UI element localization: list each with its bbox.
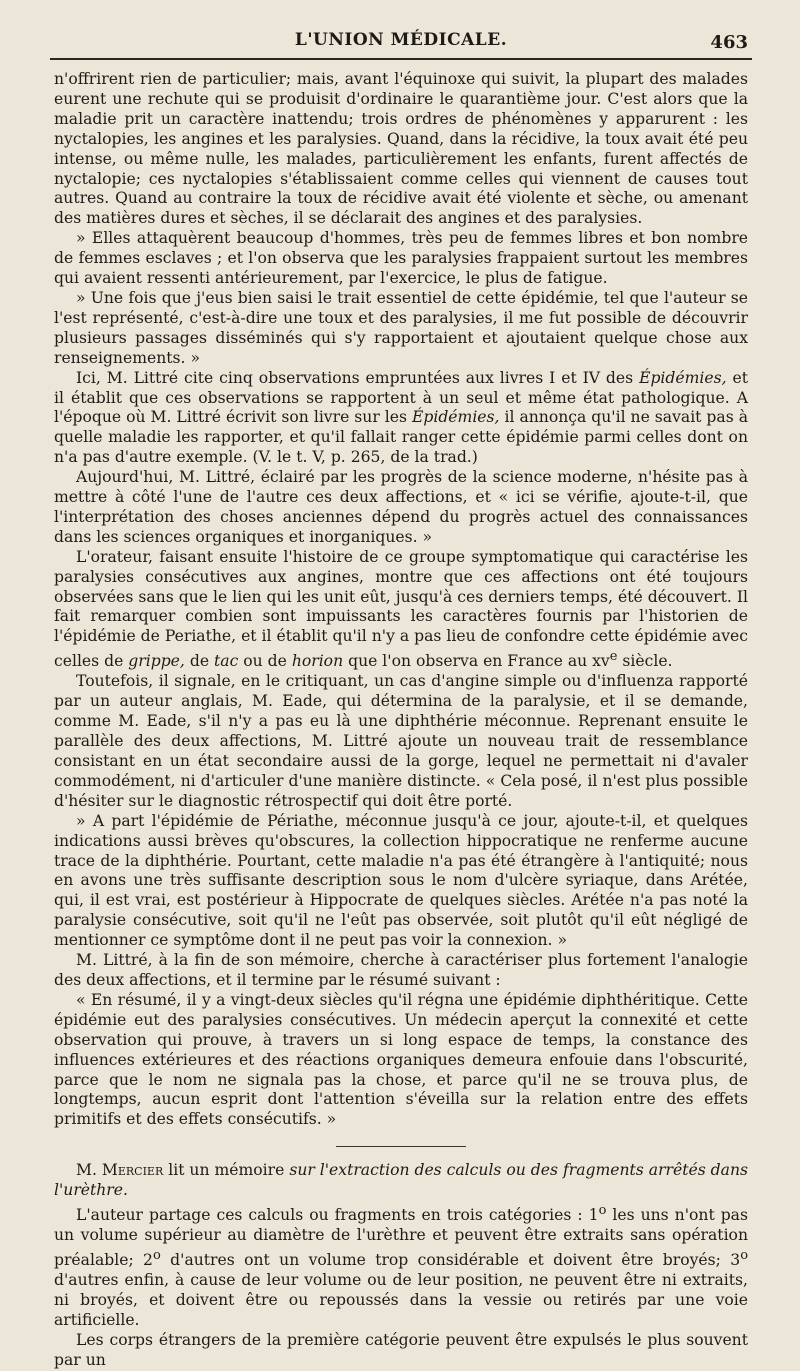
superscript: o [740, 1248, 749, 1264]
text-run: M. [76, 1161, 102, 1180]
text-run: L'orateur, faisant ensuite l'histoire de ce groupe symptomatique qui caractérise les paralysies consécutives aux angines, montre que ces affections ont été toujours observées sans que le lien qui les unit eût, jusqu'à ces derniers temps, été découvert. Il fait remarquer combien sont impuissants les caractères fournis par l'historien de l'épidémie de Periathe, et il établit qu'il n'y a pas lieu de confondre cette épidémie avec celles de [54, 547, 748, 671]
paragraph: Toutefois, il signale, en le critiquant, un cas d'angine simple ou d'influenza rapporté par un auteur anglais, M. Eade, qui détermina de la paralysie, et il se demande, comme M. Eade, s'il n'y a pas eu là une diphthérie méconnue. Reprenant ensuite le parallèle des deux affections, M. Littré ajoute un nouveau trait de ressemblance consistant en un état secondaire aussi de la gorge, lequel ne permettait ni d'avaler commodément, ni d'articuler d'une manière distincte. « Cela posé, il n'est plus possible d'hésiter sur le diagnostic rétrospectif qui doit être porté. [54, 672, 748, 810]
running-head [54, 28, 748, 60]
paragraph [54, 369, 748, 469]
book-title: Épidémies, [411, 408, 500, 427]
italic-term: grippe, [128, 652, 185, 671]
author-name: Mercier [101, 1161, 164, 1180]
paragraph [54, 1161, 748, 1201]
text-run: ou de [238, 652, 292, 671]
text-run: il annonça qu'il ne savait pas à quelle maladie les rapporter, et qu'il fallait ranger cette épidémie parmi celles dont on n'a pas d'autre exemple. (V. le t. V, p. 265, de la trad.) [54, 408, 748, 467]
superscript: e [609, 649, 618, 665]
paragraph: » A part l'épidémie de Périathe, méconnue jusqu'à ce jour, ajoute-t-il, et quelques indications aussi brèves qu'obscures, la collection hippocratique ne renferme aucune trace de la diphthérie. Pourtant, cette maladie n'a pas été étrangère à l'antiquité; nous en avons une très suffisante description sous le nom d'ulcère syriaque, dans Arétée, qui, il est vrai, est postérieur à Hippocrate de quelques siècles. Arétée n'a pas noté la paralysie consécutive, soit qu'il ne l'eût pas observée, soit plutôt qu'il eût négligé de mentionner ce symptôme dont il ne peut pas voir la connexion. » [54, 811, 748, 950]
text-run: lit un mémoire [163, 1161, 290, 1180]
paragraph: » Elles attaquèrent beaucoup d'hommes, très peu de femmes libres et bon nombre de femmes esclaves ; et l'on observa que les paralysies frappaient surtout les membres qui avaient ressenti antérieurement, par l'exercice, le plus de fatigue. [54, 229, 748, 288]
header-rule [50, 58, 752, 60]
text-run: de [184, 652, 214, 671]
paragraph: M. Littré, à la fin de son mémoire, cherche à caractériser plus fortement l'analogie des deux affections, et il termine par le résumé suivant : [54, 951, 748, 989]
paragraph: » Une fois que j'eus bien saisi le trait essentiel de cette épidémie, tel que l'auteur se l'est représenté, c'est-à-dire une toux et des paralysies, il me fut possible de découvrir plusieurs passages disséminés qui s'y rapportaient et ajoutaient quelque chose aux renseignements. » [54, 288, 748, 367]
journal-title: L'UNION MÉDICALE. [294, 30, 508, 50]
superscript: o [598, 1203, 607, 1219]
body-text [54, 70, 748, 1371]
superscript: o [152, 1248, 161, 1264]
paragraph: Les corps étrangers de la première catégorie peuvent être expulsés le plus souvent par un [54, 1330, 748, 1369]
text-run: Ici, M. Littré cite cinq observations empruntées aux livres I et IV des [76, 368, 640, 387]
italic-term: tac [214, 652, 239, 671]
paragraph: n'offrirent rien de particulier; mais, avant l'équinoxe qui suivit, la plupart des malades eurent une rechute qui se produisit d'ordinaire le quarantième jour. C'est alors que la maladie prit un caractère inattendu; trois ordres de phénomènes y apparurent : les nyctalopies, les angines et les paralysies. Quand, dans la récidive, la toux avait été peu intense, ou même nulle, les malades, particulièrement les enfants, furent affectés de nyctalopie; ces nyctalopies s'établissaient comme celles qui viennent de causes tout autres. Quand au contraire la toux de récidive avait été violente et sèche, ou amenant des matières dures et sèches, il se déclarait des angines et des paralysies. [54, 70, 748, 228]
memoir-title: sur l'extraction des calculs ou des fragments arrêtés dans l'urèthre. [54, 1161, 748, 1200]
paragraph [54, 548, 748, 673]
book-title: Épidémies, [639, 368, 727, 387]
text-run: d'autres enfin, à cause de leur volume ou de leur position, ne peuvent être ni extraits, ni broyés, et doivent être ou repoussés dans la vessie ou retirés par une voie artificielle. [54, 1271, 748, 1329]
paragraph: « En résumé, il y a vingt-deux siècles qu'il régna une épidémie diphthéritique. Cette épidémie eut des paralysies consécutives. Un médecin aperçut la connexité et cette observation qui prouve, à travers un si long espace de temps, la constance des influences extérieures et des réactions organiques demeura enfouie dans l'obscurité, parce que le nom ne signala pas la chose, et parce qu'il ne se trouva plus, de longtemps, aucun esprit dont l'attention s'éveilla sur la relation entre des effets primitifs et des effets consécutifs. » [54, 990, 748, 1129]
text-run: les uns n'ont pas un volume supérieur au diamètre de l'urèthre et peuvent être extraits sans opération préalable; 2 [54, 1206, 748, 1270]
text-run: d'autres ont un volume trop considérable et doivent être broyés; 3 [160, 1251, 741, 1270]
text-run: et il établit que ces observations se rapportent à un seul et même état pathologique. A l'époque où M. Littré écrivit son livre sur les [54, 368, 748, 427]
paragraph: Aujourd'hui, M. Littré, éclairé par les progrès de la science moderne, n'hésite pas à mettre à côté l'une de l'autre ces deux affections, et « ici se vérifie, ajoute-t-il, que l'interprétation des choses anciennes dépend du progrès actuel des connaissances dans les sciences organiques et inorganiques. » [54, 468, 748, 546]
paragraph [54, 1201, 748, 1331]
text-run: que l'on observa en France au xv [343, 652, 610, 671]
italic-term: horion [291, 652, 344, 671]
text-run: siècle. [617, 652, 673, 671]
page-number: 463 [710, 32, 748, 53]
section-separator [336, 1146, 466, 1147]
text-run: L'auteur partage ces calculs ou fragments en trois catégories : 1 [76, 1206, 599, 1225]
